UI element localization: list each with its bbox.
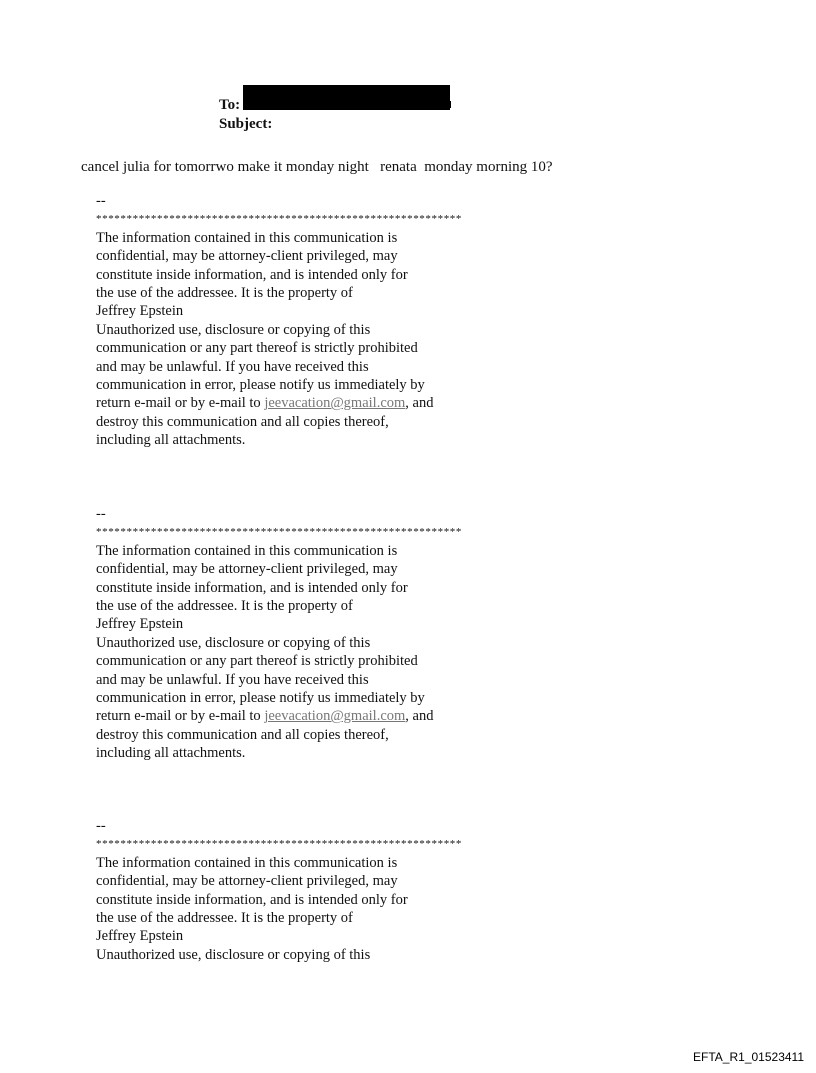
stars-divider: ************************************************************ — [96, 838, 462, 851]
disclaimer-line: communication in error, please notify us immediately by — [96, 689, 425, 706]
separator: -- — [96, 193, 106, 209]
disclaimer-block-1 — [96, 192, 616, 449]
disclaimer-line: the use of the addressee. It is the property of — [96, 597, 353, 614]
disclaimer-closing-line: destroy this communication and all copies thereof, — [96, 413, 389, 430]
redaction-bar-tail — [448, 101, 451, 108]
disclaimer-line: constitute inside information, and is intended only for — [96, 266, 408, 283]
stars-divider: ************************************************************ — [96, 213, 462, 226]
disclaimer-closing-line: including all attachments. — [96, 745, 246, 762]
email-link[interactable]: jeevacation@gmail.com — [264, 708, 406, 725]
disclaimer-line: Jeffrey Epstein — [96, 616, 184, 633]
disclaimer-line: confidential, may be attorney-client privileged, may — [96, 561, 398, 578]
disclaimer-closing-line: destroy this communication and all copies thereof, — [96, 726, 389, 743]
disclaimer-line: Jeffrey Epstein — [96, 928, 184, 945]
disclaimer-closing-line: including all attachments. — [96, 432, 246, 449]
email-line-prefix: return e-mail or by e-mail to — [96, 395, 265, 412]
disclaimer-email-line — [96, 707, 616, 725]
disclaimer-line: confidential, may be attorney-client privileged, may — [96, 873, 398, 890]
disclaimer-line: Jeffrey Epstein — [96, 303, 184, 320]
stars-divider: ************************************************************ — [96, 526, 462, 539]
email-line-suffix: , and — [405, 395, 434, 412]
disclaimer-line: constitute inside information, and is intended only for — [96, 891, 408, 908]
disclaimer-line: and may be unlawful. If you have received this — [96, 671, 369, 688]
disclaimer-line: The information contained in this communication is — [96, 542, 398, 559]
redaction-bar — [243, 85, 450, 110]
disclaimer-line: and may be unlawful. If you have received this — [96, 358, 369, 375]
disclaimer-line: communication or any part thereof is strictly prohibited — [96, 653, 418, 670]
document-id: EFTA_R1_01523411 — [693, 1050, 804, 1064]
disclaimer-line: Unauthorized use, disclosure or copying of this — [96, 634, 371, 651]
disclaimer-line: the use of the addressee. It is the property of — [96, 284, 353, 301]
disclaimer-line: The information contained in this communication is — [96, 854, 398, 871]
disclaimer-line: The information contained in this communication is — [96, 229, 398, 246]
email-link[interactable]: jeevacation@gmail.com — [264, 395, 406, 412]
disclaimer-line: communication or any part thereof is strictly prohibited — [96, 340, 418, 357]
disclaimer-line: Unauthorized use, disclosure or copying of this — [96, 946, 371, 963]
separator: -- — [96, 818, 106, 834]
disclaimer-line: the use of the addressee. It is the property of — [96, 909, 353, 926]
disclaimer-line: communication in error, please notify us immediately by — [96, 376, 425, 393]
disclaimer-line: constitute inside information, and is intended only for — [96, 579, 408, 596]
disclaimer-block-3 — [96, 817, 616, 964]
disclaimer-line: confidential, may be attorney-client privileged, may — [96, 248, 398, 265]
subject-label: Subject: — [219, 116, 273, 132]
email-line-prefix: return e-mail or by e-mail to — [96, 708, 265, 725]
disclaimer-block-2 — [96, 505, 616, 762]
email-line-suffix: , and — [405, 708, 434, 725]
email-body: cancel julia for tomorrwo make it monday night renata monday morning 10? — [81, 159, 553, 175]
disclaimer-email-line — [96, 394, 616, 412]
to-label: To: — [219, 97, 241, 113]
disclaimer-line: Unauthorized use, disclosure or copying of this — [96, 321, 371, 338]
separator: -- — [96, 506, 106, 522]
